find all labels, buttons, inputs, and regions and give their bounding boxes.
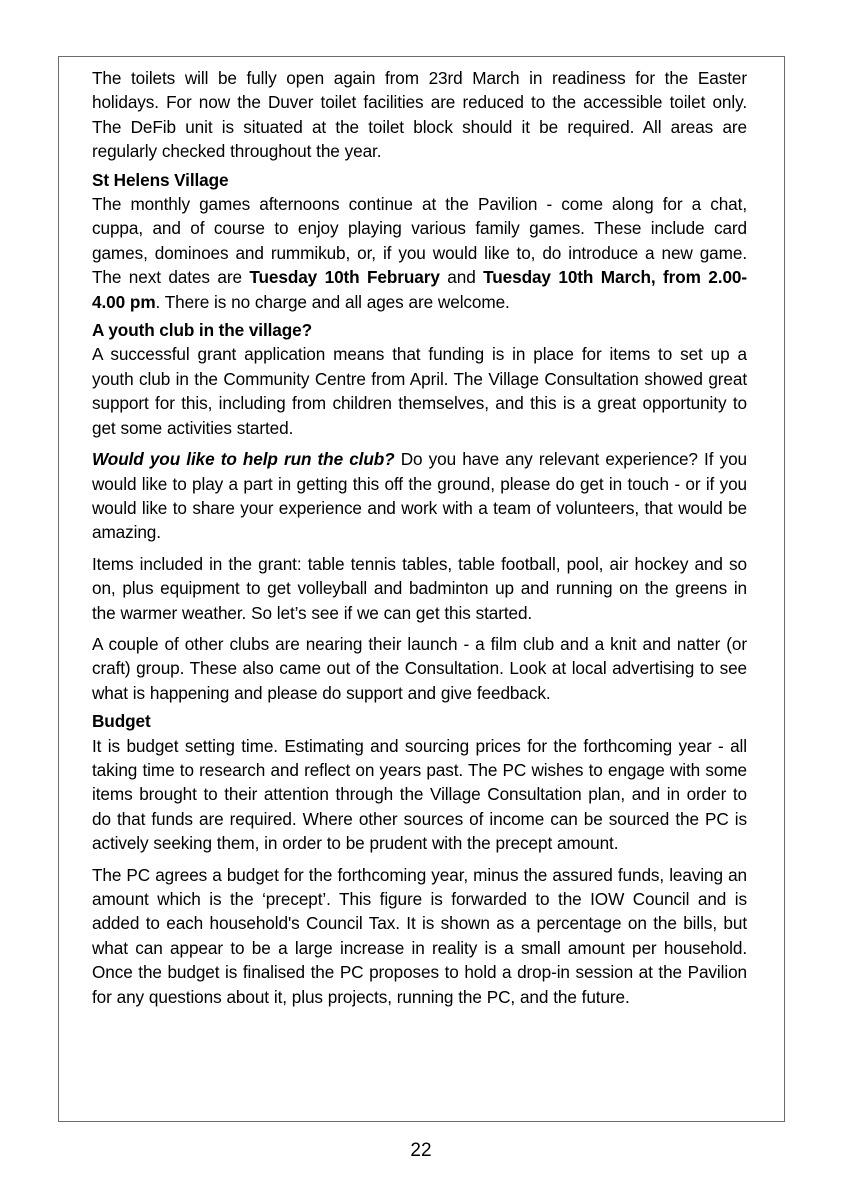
run-bold-date-february: Tuesday 10th February: [249, 267, 440, 288]
run-text: The monthly games afternoons continue at the Pavilion - come along for a chat, cuppa, and of course to enjoy playing various family games. These include card games, dominoes and rummikub, or, if you would like to, do introduce a new game. The next dates are: [92, 194, 747, 288]
run-bold-italic-question: Would you like to help run the club?: [92, 449, 395, 470]
spacer: [92, 856, 747, 863]
run-bold-date-march: Tuesday 10th March, from 2.00-4.00 pm: [92, 267, 747, 312]
article-body: [92, 66, 747, 1009]
heading-st-helens-village: St Helens Village: [92, 169, 229, 190]
spacer: [92, 545, 747, 552]
paragraph-grant-items: Items included in the grant: table tennis tables, table football, pool, air hockey and so on, plus equipment to get volleyball and badminton up and running on the greens in the warmer weather. So let’s see if we can get this started.: [92, 553, 747, 623]
paragraph-toilets: The toilets will be fully open again from 23rd March in readiness for the Easter holidays. For now the Duver toilet facilities are reduced to the accessible toilet only. The DeFib unit is situated at the toilet block should it be required. All areas are regularly checked throughout the year.: [92, 68, 747, 162]
spacer: [92, 625, 747, 632]
run-text: and: [439, 267, 484, 288]
paragraph-other-clubs: A couple of other clubs are nearing their launch - a film club and a knit and natter (or craft) group. These also came out of the Consultation. Look at local advertising to see what is happening and please do support and give feedback.: [92, 633, 747, 703]
heading-budget: Budget: [92, 711, 151, 732]
run-text: . There is no charge and all ages are welcome.: [155, 291, 510, 312]
spacer: [92, 440, 747, 447]
paragraph-budget-setting: It is budget setting time. Estimating and sourcing prices for the forthcoming year - all taking time to research and reflect on years past. The PC wishes to engage with some items brought to their attention through the Village Consultation plan, and in order to do that funds are required. Where other sources of income can be sourced the PC is actively seeking them, in order to be prudent with the precept amount.: [92, 735, 747, 854]
heading-youth-club: A youth club in the village?: [92, 320, 313, 341]
paragraph-help-run-club: [92, 447, 747, 545]
paragraph-youth-club-grant: A successful grant application means that funding is in place for items to set up a youth club in the Community Centre from April. The Village Consultation showed great support for this, including from children themselves, and this is a great opportunity to get some activities started.: [92, 344, 747, 438]
paragraph-precept: The PC agrees a budget for the forthcoming year, minus the assured funds, leaving an amount which is the ‘precept’. This figure is forwarded to the IOW Council and is added to each household's Council Tax. It is shown as a percentage on the bills, but what can appear to be a large increase in reality is a small amount per household. Once the budget is finalised the PC proposes to hold a drop-in session at the Pavilion for any questions about it, plus projects, running the PC, and the future.: [92, 864, 747, 1007]
page-number: 22: [410, 1140, 432, 1161]
run-text: Do you have any relevant experience? If you would like to play a part in getting this off the ground, please do get in touch - or if you would like to share your experience and work with a team of volunteers, that would be amazing.: [92, 449, 747, 543]
paragraph-games-afternoons: [92, 192, 747, 314]
bordered-text-frame: [58, 56, 785, 1122]
